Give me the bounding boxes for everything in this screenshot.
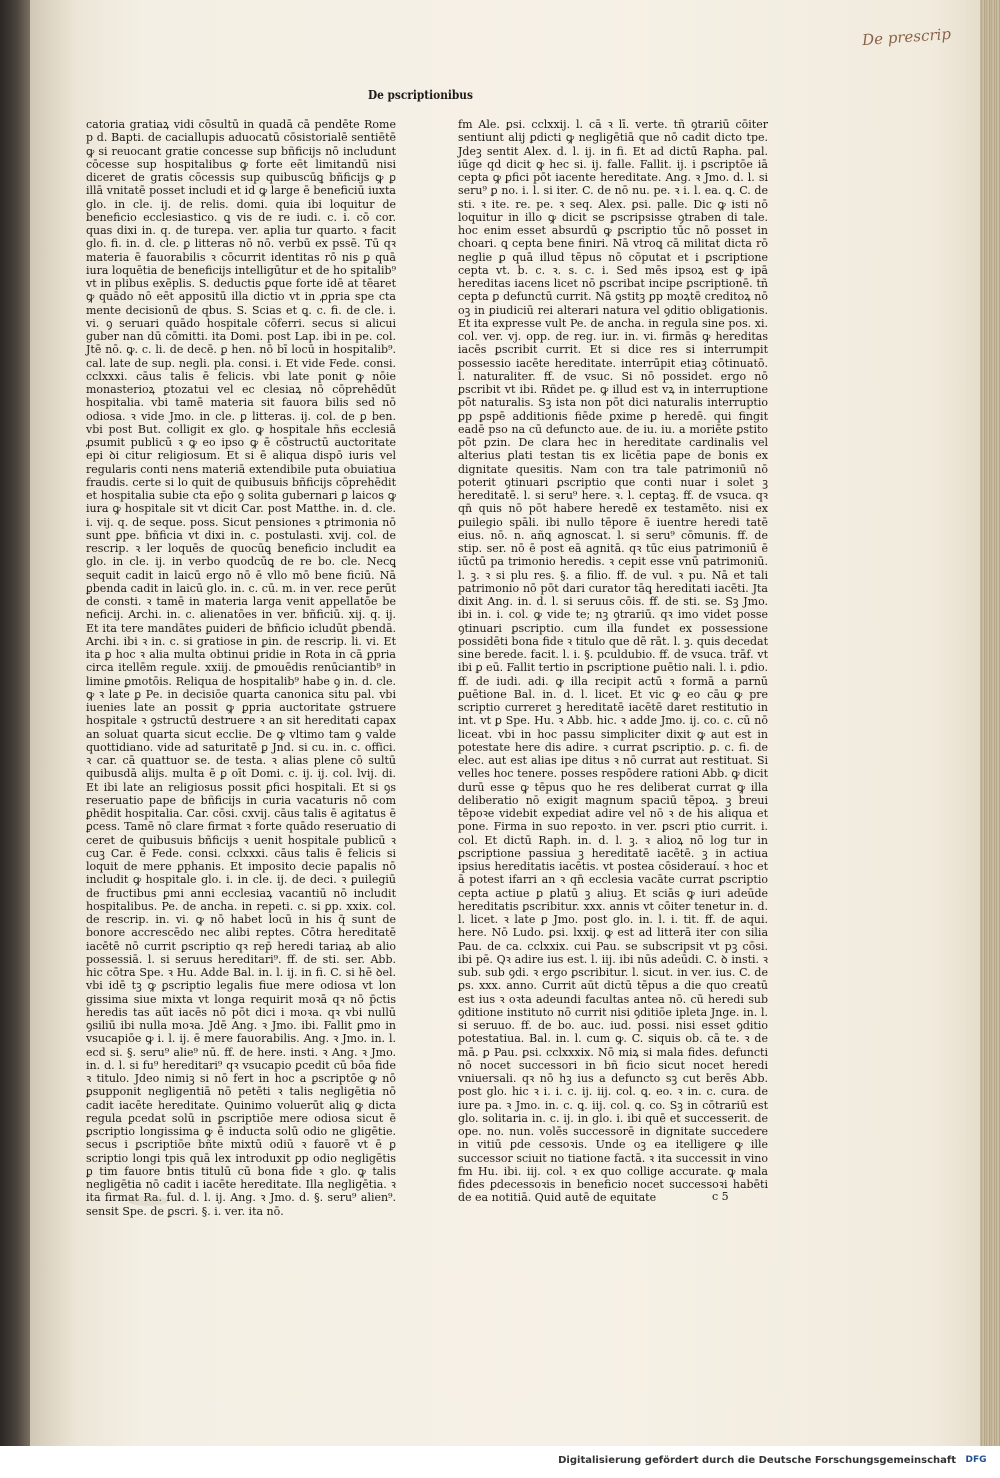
- folio-signature: c 5: [712, 1190, 729, 1203]
- page-edges: [980, 0, 1000, 1446]
- scanner-background: [0, 0, 30, 1478]
- marginal-note: De prescrip: [861, 24, 952, 50]
- dfg-logo: DFG: [965, 1455, 987, 1465]
- text-column-left: catoria gratiaꝝ vidi cōsultū in quadā cā pendēte Rome p d. Bapti. de caciallupis aduocatū cōsistorialē sentiētē ꝙ si reuocant gratie concesse sup bñficijs nō includunt cōcesse sup hospitalibus ꝙ forte eēt limitandū nisi diceret de gratis cōcessis sup quibuscūꝗ bñficijs ꝙ ꝑ illā vnitatē posset includi et id ꝙ large ē beneficiū iuxta glo. in cle. ij. de relis. domi. quia ibi loquitur de beneficio ecclesiastico. ꝗ vis de re iudi. c. i. cō cor. quas dixi in. q. de turepa. ver. aplia tur quarto. ꝛ facit glo. fi. in. d. cle. ꝑ litteras nō nō. verbū ex pssē. Tū qꝛ materia ē fauorabilis ꝛ cōcurrit identitas rō nis ꝑ quā iura loquētia de beneficijs intelligūtur et de ho spitalib⁹ vt in plibus exēplis. S. deductis ꝑque forte idē at tēaret ꝙ quādo nō eēt appositū illa dictio vt in ꝓpria spe cta mente decisionū de qbus. S. Scias et ꝗ. c. fi. de cle. i. vi. ꝯ seruari quādo hospitale cōferri. secus si alicui guber nan dū cōmitti. ita Domi. post Lap. ibi in pe. col. Jtē nō. ꝙ. c. li. de decē. ꝑ hen. nō bī locū in hospitalib⁹. cal. late de sup. negli. pla. consi. i. Et vide Fede. consi. cclxxxi. cāus talis ē felicis. vbi late ponit ꝙ nōie monasterioꝝ ꝑtozatui vel ec clesiaꝝ nō cōprehēdūt hospitalia. vbi tamē materia sit fauora bilis sed nō odiosa. ꝛ vide Jmo. in cle. ꝑ litteras. ij. col. de ꝑ ben. vbi post But. colligit ex glo. ꝙ hospitale hñs ecclesiā ꝓsumit publicū ꝛ ꝙ eo ipso ꝙ ē cōstructū auctoritate epi ꝺi citur religiosum. Et si ē aliqua dispō iuris vel regularis conti nens materiā extendibile puta obuiatiua fraudis. certe si lo quit de quibusuis bñficijs cōprehēdit et hospitalia subie cta ep̄o ꝯ solita gubernari ꝑ laicos ꝙ iura ꝙ hospitale sit vt dicit Car. post Matthe. in. d. cle. i. vij. q. de seque. poss. Sicut pensiones ꝛ ꝑtrimonia nō sunt ꝑpe. bñficia vt dixi in. c. postulasti. xvij. col. de rescrip. ꝛ ler loquēs de quocūꝗ beneficio includit ea glo. in cle. ij. in verbo quodcūꝗ de re bo. cle. Necꝗ sequit cadit in laicū ergo nō ē vllo mō bene ficiū. Nā ꝑbenda cadit in laicū glo. in. c. cū. m. in ver. rece ꝑerūt de consti. ꝛ tamē in materia larga venit appellatōe be neficij. Archi. in. c. alienatōes in ver. bñficiū. xij. q. ij. Et ita tere mandātes ꝑuideri de bñficio icludūt ꝑbendā. Archi. ibi ꝛ in. c. si gratiose in ꝑin. de rescrip. li. vi. Et ita ꝑ hoc ꝛ alia multa obtinui ꝑridie in Rota in cā ꝑpria circa itellēm regule. xxiij. de ꝑmouēdis renūciantib⁹ in limine ꝑmotōis. Reliqua de hospitalib⁹ habe ꝯ in. d. cle. ꝙ ꝛ late ꝑ Pe. in decisiōe quarta canonica situ pal. vbi iuenies late an possit ꝙ ꝑpria auctoritate ꝯstruere hospitale ꝛ ꝯstructū destruere ꝛ an sit hereditati capax an soluat quarta sicut ecclie. De ꝙ vltimo tam ꝯ valde quottidiano. vide ad saturitatē ꝑ Jnd. si cu. in. c. offici. ꝛ car. cā quattuor se. de testa. ꝛ alias plene cō sultū quibusdā alijs. multa ē ꝑ oīt Domi. c. ij. ij. col. lvij. di. Et ibi late an religiosus possit ꝑfici hospitali. Et si ꝯs reseruatio pape de bñficijs in curia vacaturis nō com ꝑhēdit hospitalia. Car. cōsi. cxvij. cāus talis ē agitatus ē ꝑcess. Tamē nō clare firmat ꝛ forte quādo reseruatio di ceret de quibusuis bñficijs ꝛ uenit hospitale publicū ꝛ cuꝫ Car. ē Fede. consi. cclxxxi. cāus talis ē felicis si loquit de mere ꝑphanis. Et imposito decie papalis nō includit ꝙ hospitale glo. i. in cle. ij. de deci. ꝛ ꝑuilegiū de fructibus ꝑmi anni ecclesiaꝝ vacantiū nō includit hospitalibus. Pe. de ancha. in repeti. c. si ꝑp. xxix. col. de rescrip. in. vi. ꝙ nō habet locū in his q̄ sunt de bonore accrescēdo nec alibi reptes. Cōtra hereditatē iacētē nō currit ꝑscriptio qꝛ rep̄ heredi tariaꝝ ab alio possessiā. l. si seruus hereditari⁹. ff. de sti. ser. Abb. hic cōtra Spe. ꝛ Hu. Adde Bal. in. l. ij. in fi. C. si hē ꝺel. vbi idē tꝫ ꝙ ꝑscriptio legalis fiue mere odiosa vt lon gissima siue mixta vt longa requirit moꝛā qꝛ nō p̄ctis heredis tas aūt iacēs nō pōt dici i moꝛa. qꝛ vbi nullū ꝯsiliū ibi nulla moꝛa. Jdē Ang. ꝛ Jmo. ibi. Fallit ꝑmo in vsucapiōe ꝙ i. l. ij. ē mere fauorabilis. Ang. ꝛ Jmo. in. l. ecd si. §. seru⁹ alie⁹ nū. ff. de here. insti. ꝛ Ang. ꝛ Jmo. in. d. l. si fu⁹ hereditari⁹ qꝛ vsucapio ꝑcedit cū bōa fide ꝛ titulo. Jdeo nimiꝫ si nō fert in hoc a ꝑscriptōe ꝙ nō ꝑsupponit negligentiā nō petēti ꝛ talis negligētia nō cadit iacēte hereditate. Quinimo voluerūt aliꝗ ꝙ dicta regula ꝑcedat solū in ꝑscriptiōe mere odiosa sicut ē ꝑscriptio longissima ꝙ ē inducta solū odio ne gligētie. secus i ꝑscriptiōe bñte mixtū odiū ꝛ fauorē vt ē ꝑ scriptio longi tpis quā lex introduxit ꝑp odio negligētis ꝑ tim fauore bntis titulū cū bona fide ꝛ glo. ꝙ talis negligētia nō cadit i iacēte hereditate. Illa negligētia. ꝛ ita firmat Ra. ful. d. l. ij. Ang. ꝛ Jmo. d. §. seru⁹ alien⁹. sensit Spe. de ꝑscri. §. i. ver. ita nō.: [86, 118, 396, 1218]
- ink-blotch: [128, 1196, 168, 1206]
- running-head: De pscriptionibus: [368, 88, 473, 102]
- funding-line: Digitalisierung gefördert durch die Deutsche Forschungsgemeinschaft: [558, 1455, 956, 1466]
- text-column-right: fm Ale. ꝑsi. cclxxij. l. cā ꝛ lī. verte. tñ ꝯtrariū cōiter sentiunt alij ꝑdicti ꝙ negligētiā que nō cadit dicto tpe. Jdeꝫ sentit Alex. d. l. ij. in fi. Et ad dictū Rapha. pal. iūge qd dicit ꝙ hec si. ij. falle. Fallit. ij. i ꝑscriptōe iā cepta ꝙ ꝑfici pōt iacente hereditate. Ang. ꝛ Jmo. d. l. si seru⁹ ꝑ no. i. l. si iter. C. de nō nu. pe. ꝛ i. l. ea. ꝗ. C. de sti. ꝛ ite. re. pe. ꝛ seq. Alex. ꝑsi. palle. Dic ꝙ isti nō loquitur in illo ꝙ dicit se ꝑscripsisse ꝯtraben di tale. hoc enim esset absurdū ꝙ ꝑscriptio tūc nō posset in choari. ꝗ cepta bene finiri. Nā vtroꝗ cā militat dicta rō neglie ꝑ quā illud tēpus nō cōputat et i ꝑscriptione cepta vt. b. c. ꝛ. s. c. i. Sed mēs ipsoꝝ est ꝙ ipā hereditas iacens licet nō ꝑscribat incipe ꝑscriptionē. tñ cepta ꝑ defunctū currit. Nā ꝯstitꝫ ꝑp moꝝtē creditoꝝ nō oꝫ in ꝑiudiciū rei alterari natura vel ꝯditio obligationis. Et ita expresse vult Pe. de ancha. in regula sine pos. xi. col. ver. vj. opp. de reg. iur. in. vi. firmās ꝙ hereditas iacēs ꝑscribit currit. Et si dice res si interrumpit possessio iacēte hereditate. interrūpit etiaꝫ cōtinuatō. l. naturaliter. ff. de vsuc. Si nō possidet. ergo nō ꝑscribit vt ibi. Rñdet pe. ꝙ illud est vꝝ in interruptione pōt naturalis. Sꝫ ista non pōt dici naturalis interruptio ꝑp ꝑspē additionis fiēde ꝑxime ꝑ heredē. qui fingit eadē pso na cū defuncto aue. de iu. iu. a moriēte ꝑstito pōt ꝑzin. De clara hec in hereditate cardinalis vel alterius ꝑlati testan tis ex licētia pape de bonis ex dignitate quesitis. Nam con tra tale patrimoniū nō poterit ꝯtinuari ꝑscriptio que conti nuar i solet ꝫ hereditatē. l. si seru⁹ here. ꝛ. l. ceptaꝫ. ff. de vsuca. qꝛ qn̄ quis nō pōt habere heredē ex testamēto. nisi ex ꝑuilegio spāli. ibi nullo tēpore ē iuentre heredi tatē eius. nō. n. añꝗ agnoscat. l. si seru⁹ cōmunis. ff. de stip. ser. nō ē post eā agnitā. qꝛ tūc eius patrimoniū ē iūctū pa trimonio heredis. ꝛ cepit esse vnū patrimoniū. l. ꝫ. ꝛ si plu res. §. a filio. ff. de vul. ꝛ pu. Nā et tali patrimonio nō pōt dari curator tāꝗ hereditati iacēti. Jta dixit Ang. in. d. l. si seruus cōis. ff. de sti. se. Sꝫ Jmo. ibi in. i. col. ꝙ vide te; nꝫ ꝯtrariū. qꝛ imo videt posse ꝯtinuari ꝑscriptio. cum illa fundet ex possessione possidēti bona fide ꝛ titulo que dē rāt. l. ꝫ. quis decedat sine berede. facit. l. i. §. pculdubio. ff. de vsuca. trāf. vt ibi ꝑ eū. Fallit tertio in ꝑscriptione ꝑuētio nali. l. i. ꝑdio. ff. de iudi. adi. ꝙ illa recipit actū ꝛ formā a parnū ꝑuētione Bal. in. d. l. licet. Et vic ꝙ eo cāu ꝙ pre scriptio curreret ꝫ hereditatē iacētē daret restitutio in int. vt ꝑ Spe. Hu. ꝛ Abb. hic. ꝛ adde Jmo. ij. co. c. cū nō liceat. vbi in hoc passu simpliciter dixit ꝙ aut est in potestate here dis adire. ꝛ currat ꝑscriptio. ꝑ. c. fi. de elec. aut est alias ipe ditus ꝛ nō currat aut restituat. Si velles hoc tenere. posses respōdere rationi Abb. ꝙ dicit durū esse ꝙ tēpus quo he res deliberat currat ꝙ illa deliberatio nō exigit magnum spaciū tēpoꝝ. ꝫ breui tēpoꝛe videbit expediat adire vel nō ꝛ de his aliqua et pone. Firma in suo repoꝛto. in ver. ꝑscri ptio currit. i. col. Et dictū Raph. in. d. l. ꝫ. ꝛ alioꝝ nō log tur in ꝑscriptione passiua ꝫ hereditatē iacētē. ꝫ in actiua ipsius hereditatis iacētis. vt postea cōsiderauí. ꝛ hoc et ā potest ifarri an ꝛ qn̄ ecclesia vacāte currat ꝑscriptio cepta actiue ꝑ ꝑlatū ꝫ aliuꝫ. Et sciās ꝙ iuri adeūde hereditatis ꝑscribitur. xxx. annis vt cōiter tenetur in. d. l. licet. ꝛ late ꝑ Jmo. post glo. in. l. i. tit. ff. de aqui. here. Nō Ludo. ꝑsi. lxxij. ꝙ est ad litterā iter con silia Pau. de ca. cclxxix. cui Pau. se subscripsit vt pꝫ cōsi. ibi pē. Qꝛ adire ius est. l. iij. ibi nūs adeūdi. C. ꝺ insti. ꝛ sub. sub ꝯdi. ꝛ ergo ꝑscribitur. l. sicut. in ver. ius. C. de ꝑs. xxx. anno. Currit aūt dictū tēpus a die quo creatū est ius ꝛ oꝛta adeundi facultas antea nō. cū heredi sub ꝯditione instituto nō currit nisi ꝯditiōe ipleta Jnge. in. l. si seruuo. ff. de bo. auc. iud. possi. nisi esset ꝯditio potestatiua. Bal. in. l. cum ꝙ. C. siquis ob. cā te. ꝛ de mā. ꝑ Pau. ꝑsi. cclxxxix. Nō miꝝ si mala fides. defuncti nō nocet successori in bñ ficio sicut nocet heredi vniuersali. qꝛ nō hꝫ ius a defuncto sꝫ cut berēs Abb. post glo. hic ꝛ i. i. c. ij. iij. col. ꝗ. eo. ꝛ in. c. cura. de iure pa. ꝛ Jmo. in. c. ꝗ. iij. col. ꝗ. co. Sꝫ in cōtrariū est glo. solitaria in. c. ij. in glo. i. ibi quē et successerit. de ope. no. nun. volēs successorē in dignitate succedere in vitiū ꝑde cessoꝛis. Unde oꝫ ea itelligere ꝙ ille successor sciuit no tiatione factā. ꝛ ita successit in vino fm Hu. ibi. iij. col. ꝛ ex quo collige accurate. ꝙ mala fides ꝑdecessoꝛis in beneficio nocet successoꝛi habēti de ea notitiā. Quid autē de equitate: [458, 118, 768, 1205]
